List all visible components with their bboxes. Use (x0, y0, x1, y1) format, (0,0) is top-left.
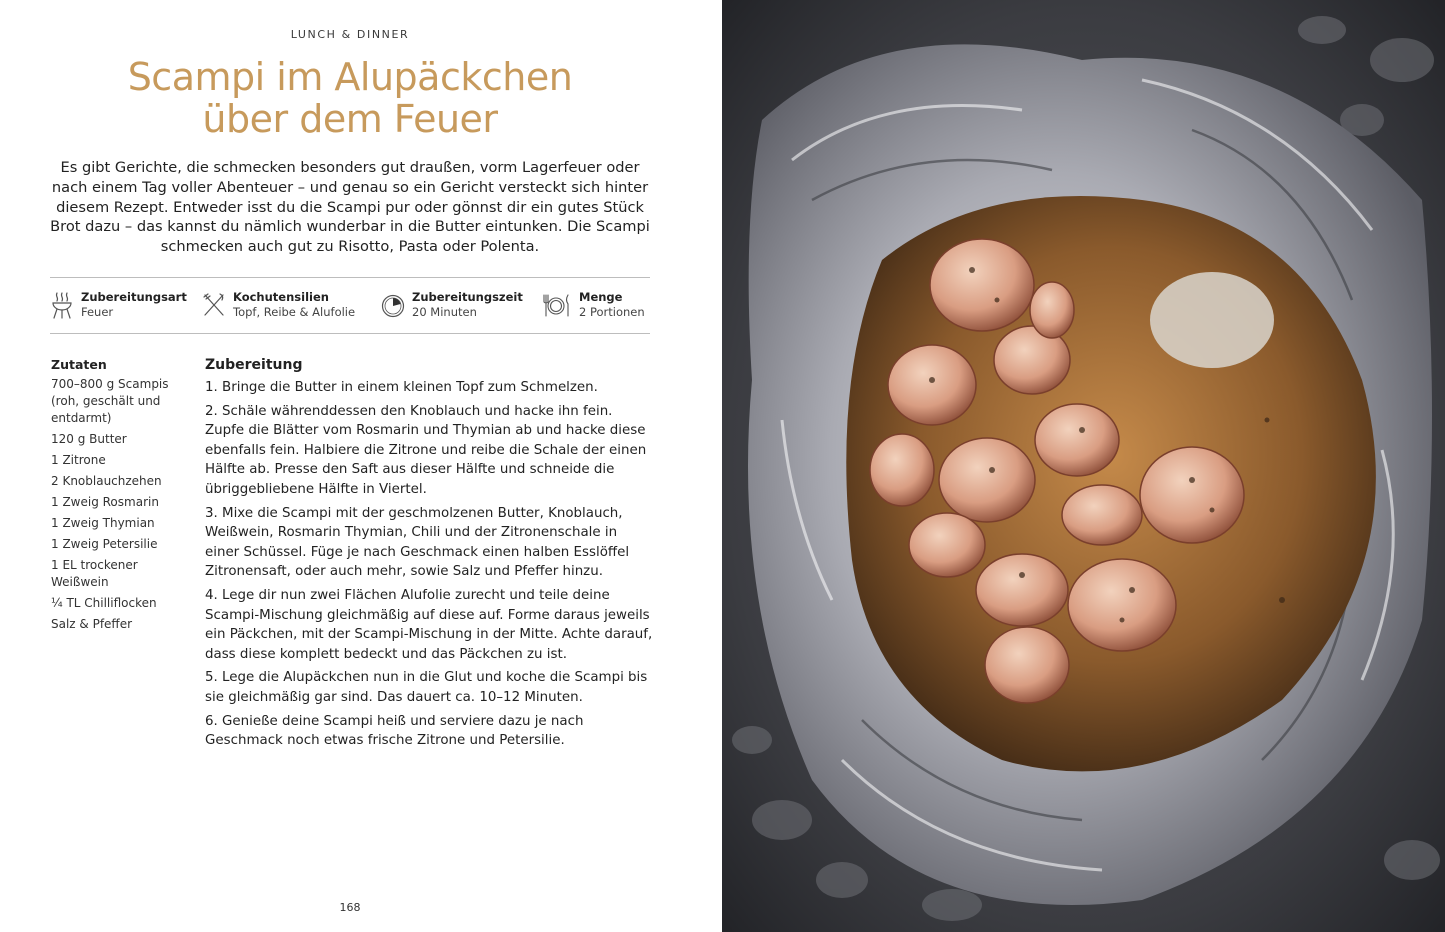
recipe-photo (722, 0, 1445, 932)
preparation-step: 1. Bringe die Butter in einem kleinen Topf zum Schmelzen. (205, 380, 598, 395)
ingredients-section (51, 357, 186, 637)
info-servings (540, 290, 645, 320)
title-line-1: Scampi im Alupäckchen (127, 55, 573, 99)
info-time (381, 290, 523, 320)
ingredient-item: ¼ TL Chilliflocken (51, 596, 157, 610)
info-label: Kochutensilien (233, 290, 329, 304)
recipe-page (0, 0, 722, 932)
preparation-step: 2. Schäle währenddessen den Knoblauch und hacke ihn fein. Zupfe die Blätter vom Rosmarin und Thymian ab und hacke diese ebenfalls fein. Halbiere die Zitrone und reibe die Schale der einen Hälfte ab. Presse den Saft aus dieser Hälfte und schneide die übriggebliebene Hälfte in Viertel. (205, 403, 647, 497)
ingredient-item: 700–800 g Scampis (roh, geschält und entdarmt) (51, 377, 169, 425)
ingredients-heading: Zutaten (51, 357, 107, 372)
preparation-section (205, 357, 655, 755)
ingredient-item: Salz & Pfeffer (51, 617, 133, 631)
info-value: 2 Portionen (579, 305, 645, 319)
info-value: 20 Minuten (412, 305, 477, 319)
category-label: LUNCH & DINNER (290, 28, 410, 41)
ingredient-item: 1 EL trockener Weißwein (51, 558, 138, 589)
ingredient-item: 1 Zitrone (51, 453, 106, 467)
preparation-step: 6. Genieße deine Scampi heiß und serviere dazu je nach Geschmack noch etwas frische Zitrone und Petersilie. (205, 713, 584, 749)
scampi-foil-photo (722, 0, 1445, 932)
info-label: Menge (579, 290, 623, 304)
ingredient-item: 1 Zweig Rosmarin (51, 495, 159, 509)
preparation-step: 3. Mixe die Scampi mit der geschmolzenen Butter, Knoblauch, Weißwein, Rosmarin Thymian, Chili und der Zitronenschale in einer Schüssel. Füge je nach Geschmack einen halben Esslöffel Zitronensaft, oder auch mehr, sowie Salz und Pfeffer hinzu. (205, 505, 630, 580)
preparation-step: 5. Lege die Alupäckchen nun in die Glut und koche die Scampi bis sie gleichmäßig gar sind. Das dauert ca. 10–12 Minuten. (205, 670, 648, 705)
page-number: 168 (339, 901, 361, 914)
ingredient-item: 1 Zweig Thymian (51, 516, 155, 530)
info-label: Zubereitungsart (81, 290, 187, 304)
info-equipment (202, 290, 355, 320)
info-value: Topf, Reibe & Alufolie (233, 305, 356, 319)
preparation-heading: Zubereitung (205, 357, 303, 373)
info-value: Feuer (81, 305, 114, 319)
info-bar (50, 277, 650, 334)
preparation-step: 4. Lege dir nun zwei Flächen Alufolie zurecht und teile deine Scampi-Mischung gleichmäßig auf diese auf. Forme daraus jeweils ein Päckchen, mit der Scampi-Mischung in der Mitte. Achte darauf, dass diese komplett bedeckt und das Päckchen zu ist. (205, 587, 653, 662)
plate-icon (540, 291, 572, 319)
title-line-2: über dem Feuer (202, 97, 498, 141)
info-preparation-type (50, 290, 187, 320)
recipe-title (0, 56, 700, 140)
timer-icon (381, 291, 405, 319)
info-label: Zubereitungszeit (412, 290, 523, 304)
ingredient-item: 2 Knoblauchzehen (51, 474, 162, 488)
intro-text: Es gibt Gerichte, die schmecken besonders gut draußen, vorm Lagerfeuer oder nach einem Tag voller Abenteuer – und genau so ein Gericht versteckt sich hinter diesem Rezept. Entweder isst du die Scampi pur oder gönnst dir ein gutes Stück Brot dazu – das kannst du nämlich wunderbar in die Butter eintunken. Die Scampi schmecken auch gut zu Risotto, Pasta oder Polenta. (50, 159, 650, 256)
ingredient-item: 120 g Butter (51, 432, 127, 446)
grill-icon (50, 291, 74, 319)
utensils-icon (202, 291, 226, 319)
ingredient-item: 1 Zweig Petersilie (51, 537, 158, 551)
